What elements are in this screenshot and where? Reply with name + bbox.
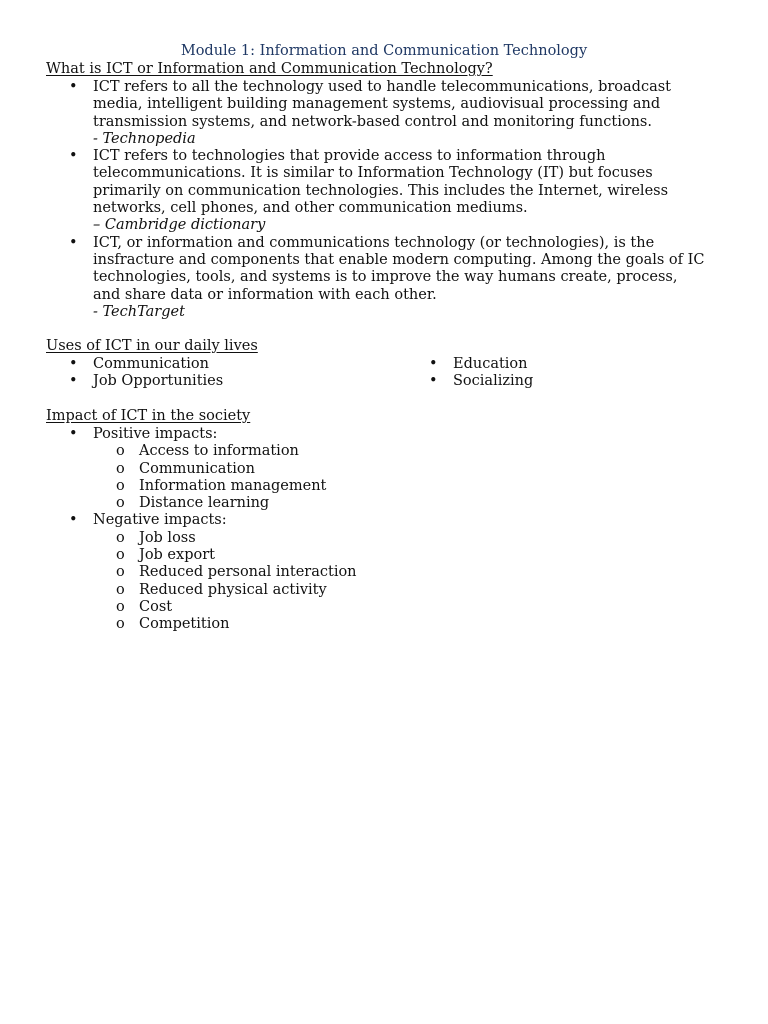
sub-bullet-icon: o	[116, 529, 125, 546]
sub-bullet-icon: o	[116, 598, 125, 615]
sub-bullet-icon: o	[116, 460, 125, 477]
sub-bullet-icon: o	[116, 547, 125, 564]
impact-list	[46, 426, 746, 634]
positive-impacts-item	[46, 426, 746, 443]
use-label: Socializing	[453, 373, 534, 390]
sub-bullet-icon: o	[116, 616, 125, 633]
impact-label: Cost	[139, 598, 173, 615]
sub-bullet-icon: o	[116, 581, 125, 598]
bullet-icon: •	[69, 373, 78, 390]
bullet-icon: •	[69, 234, 78, 251]
impact-label: Information management	[139, 477, 327, 494]
definition-item	[46, 79, 746, 148]
impact-sub-item	[46, 564, 746, 581]
use-item	[406, 373, 706, 390]
impact-sub-item	[46, 478, 746, 495]
impact-sub-item	[46, 443, 746, 460]
definitions-list	[46, 79, 746, 321]
impact-label: Distance learning	[139, 495, 270, 512]
impact-sub-item	[46, 599, 746, 616]
definition-line: media, intelligent building management systems, audiovisual processing and	[93, 96, 661, 113]
definition-item	[46, 235, 746, 321]
sub-bullet-icon: o	[116, 564, 125, 581]
definition-line: primarily on communication technologies. This includes the Internet, wireless	[93, 182, 669, 199]
use-label: Education	[453, 356, 528, 372]
definition-line: ICT refers to technologies that provide access to information through	[93, 148, 606, 165]
definition-line: telecommunications. It is similar to Information Technology (IT) but focuses	[93, 165, 653, 182]
what-is-ict-heading: What is ICT or Information and Communication Technology?	[46, 61, 493, 77]
bullet-icon: •	[429, 356, 438, 372]
definition-line: ICT refers to all the technology used to handle telecommunications, broadcast	[93, 79, 671, 95]
impact-label: Reduced personal interaction	[139, 564, 357, 581]
bullet-icon: •	[69, 356, 78, 372]
page-title: Module 1: Information and Communication Technology	[180, 43, 588, 59]
sub-bullet-icon: o	[116, 495, 125, 512]
bullet-icon: •	[69, 426, 78, 442]
definition-item	[46, 148, 746, 234]
positive-impacts-label: Positive impacts:	[93, 426, 218, 442]
impact-sub-item	[46, 616, 746, 633]
impact-sub-item	[46, 461, 746, 478]
impact-label: Competition	[139, 616, 230, 633]
definition-line: and share data or information with each other.	[93, 286, 437, 303]
use-item	[406, 356, 706, 373]
impact-label: Job loss	[139, 529, 196, 546]
definition-source: - TechTarget	[93, 303, 185, 320]
uses-left-list	[46, 356, 386, 391]
use-label: Job Opportunities	[93, 373, 224, 390]
sub-bullet-icon: o	[116, 443, 125, 460]
uses-right-list	[406, 356, 706, 391]
definition-line: ICT, or information and communications technology (or technologies), is the	[93, 234, 655, 251]
impact-heading: Impact of ICT in the society	[46, 408, 251, 424]
impact-label: Job export	[139, 547, 215, 564]
bullet-icon: •	[69, 148, 78, 165]
impact-sub-item	[46, 495, 746, 512]
impact-label: Access to information	[139, 443, 299, 460]
impact-sub-item	[46, 547, 746, 564]
definition-source: - Technopedia	[93, 130, 196, 147]
bullet-icon: •	[69, 512, 78, 529]
sub-bullet-icon: o	[116, 477, 125, 494]
negative-impacts-label: Negative impacts:	[93, 512, 227, 529]
negative-impacts-item	[46, 512, 746, 529]
definition-source: – Cambridge dictionary	[93, 217, 266, 234]
impact-label: Reduced physical activity	[139, 581, 327, 598]
definition-line: insfracture and components that enable modern computing. Among the goals of IC	[93, 251, 705, 268]
definition-line: transmission systems, and network-based control and monitoring functions.	[93, 113, 652, 130]
use-item	[46, 373, 386, 390]
use-item	[46, 356, 386, 373]
impact-sub-item	[46, 530, 746, 547]
definition-line: technologies, tools, and systems is to improve the way humans create, process,	[93, 269, 678, 286]
impact-label: Communication	[139, 460, 255, 477]
impact-sub-item	[46, 582, 746, 599]
definition-line: networks, cell phones, and other communication mediums.	[93, 200, 528, 217]
bullet-icon: •	[429, 373, 438, 390]
uses-heading: Uses of ICT in our daily lives	[46, 338, 258, 354]
use-label: Communication	[93, 356, 209, 372]
bullet-icon: •	[69, 79, 78, 95]
